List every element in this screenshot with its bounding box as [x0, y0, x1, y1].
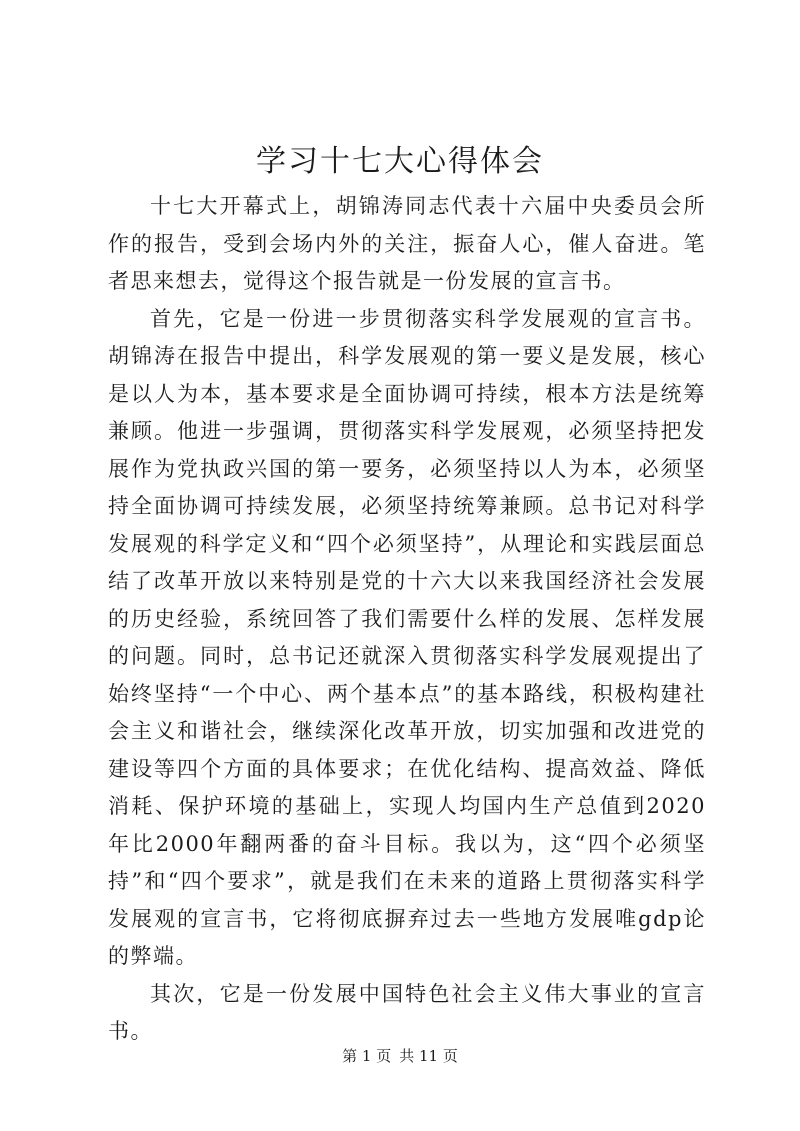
paragraph-2: 首先，它是一份进一步贯彻落实科学发展观的宣言书。胡锦涛在报告中提出，科学发展观的第一要义是发展，核心是以人为本，基本要求是全面协调可持续，根本方法是统筹兼顾。他进一步强调，贯彻落实科学发展观，必须坚持把发展作为党执政兴国的第一要务，必须坚持以人为本，必须坚持全面协调可持续发展，必须坚持统筹兼顾。总书记对科学发展观的科学定义和“四个必须坚持”，从理论和实践层面总结了改革开放以来特别是党的十六大以来我国经济社会发展的历史经验，系统回答了我们需要什么样的发展、怎样发展的问题。同时，总书记还就深入贯彻落实科学发展观提出了始终坚持“一个中心、两个基本点”的基本路线，积极构建社会主义和谐社会，继续深化改革开放，切实加强和改进党的建设等四个方面的具体要求；在优化结构、提高效益、降低消耗、保护环境的基础上，实现人均国内生产总值到2020年比2000年翻两番的奋斗目标。我以为，这“四个必须坚持”和“四个要求”，就是我们在未来的道路上贯彻落实科学发展观的宣言书，它将彻底摒弃过去一些地方发展唯gdp论的弊端。	[108, 306, 706, 968]
page-number: 第 1 页	[342, 1047, 392, 1065]
page-title: 学习十七大心得体会	[256, 144, 544, 179]
page-total: 共 11 页	[399, 1047, 458, 1065]
page-footer	[0, 1046, 800, 1066]
paragraph-1: 十七大开幕式上，胡锦涛同志代表十六届中央委员会所作的报告，受到会场内外的关注，振奋人心，催人奋进。笔者思来想去，觉得这个报告就是一份发展的宣言书。	[108, 194, 706, 293]
document-body	[108, 188, 706, 1051]
paragraph-3: 其次，它是一份发展中国特色社会主义伟大事业的宣言书。	[108, 981, 706, 1043]
